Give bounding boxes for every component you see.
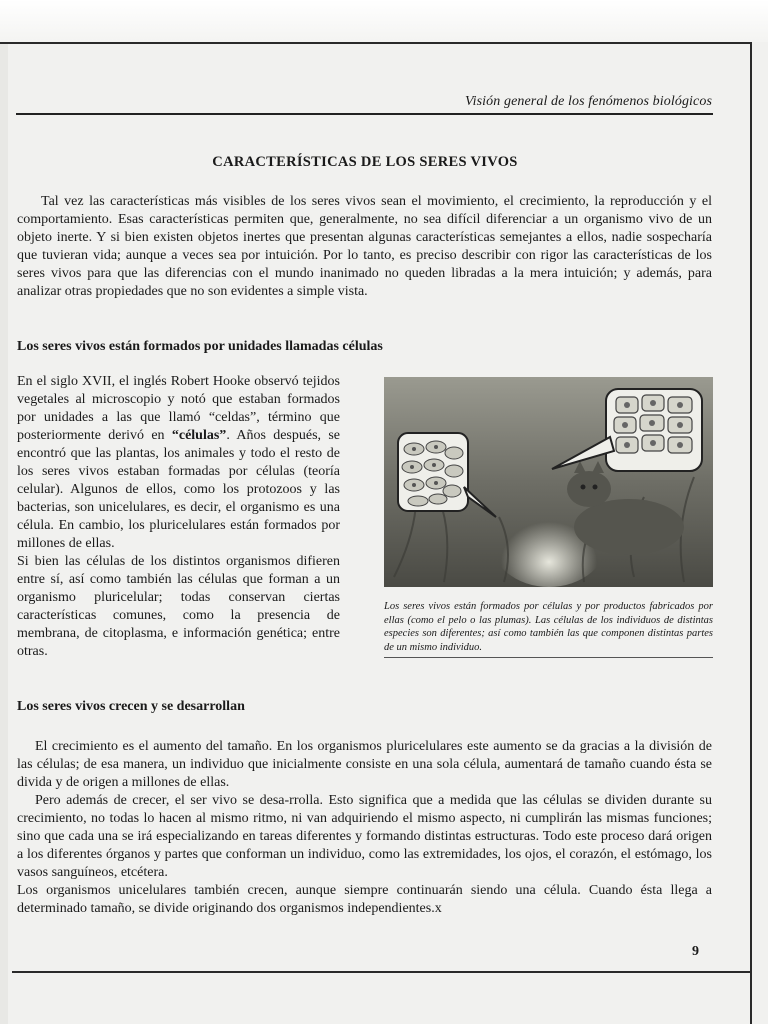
growth-paragraph-1: El crecimiento es el aumento del tamaño. En los organismos pluricelulares este aumento se da gracias a la división de las células; de esa manera, un individuo que inicialmente consiste en una sola célula, aumentará de tamaño cuando ésta se divida y de origen a millones de ellas. xyxy=(17,739,712,790)
section-title: CARACTERÍSTICAS DE LOS SERES VIVOS xyxy=(212,154,518,170)
header-rule xyxy=(16,113,713,115)
figure-caption: Los seres vivos están formados por células y por productos fabricados por ellas (como el pelo o las plumas). Las células de los individuos de distintas especies son diferentes; así como también las que componen distintas partes de un mismo individuo. xyxy=(384,601,713,653)
cells-paragraph-1-start: En el siglo XVII, el inglés Robert Hooke observó tejidos vegetales al microscopio y notó que estaban formados por unidades a las que llamó “celdas”, término que posteriormente derivó en xyxy=(17,374,340,443)
scan-left-margin xyxy=(0,42,8,1024)
page-number: 9 xyxy=(692,944,699,959)
caption-rule xyxy=(384,657,713,658)
page-right-border xyxy=(750,42,752,1024)
figure-illustration xyxy=(384,377,713,587)
cells-heading: Los seres vivos están formados por unidades llamadas células xyxy=(17,339,383,354)
scan-top-margin xyxy=(0,0,768,42)
figure-animal-cells-illustration xyxy=(384,377,713,587)
growth-heading: Los seres vivos crecen y se desarrollan xyxy=(17,699,245,714)
running-head: Visión general de los fenómenos biológicos xyxy=(465,94,712,109)
cells-paragraph-1-end: . Años después, se encontró que las plantas, los animales y todo el resto de los seres vivos estaban formadas por células (teoría celular). Algunos de ellos, como los protozoos y las bacterias, son unicelulares, es decir, el organismo es una célula. En cambio, los pluricelulares están formados por millones de ellas. xyxy=(17,428,340,551)
growth-paragraph-3: Los organismos unicelulares también crecen, aunque siempre continuarán siendo una célula. Cuando ésta llega a determinado tamaño, se divide originando dos organismos independientes.x xyxy=(17,883,712,916)
growth-text xyxy=(17,738,712,918)
growth-paragraph-2: Pero además de crecer, el ser vivo se desa-rrolla. Esto significa que a medida que las células se dividen durante su crecimiento, no todas lo hacen al mismo ritmo, ni van adquiriendo el mismo aspecto, ni cumplirán las mismas funciones; sino que cada una se irá especializando en tareas diferentes y formando distintas estructuras. Todo este proceso dará origen a los diferentes órganos y partes que conforman un individuo, como las extremidades, los ojos, el corazón, el estómago, los vasos sanguíneos, etcétera. xyxy=(17,793,712,880)
cells-paragraph-2: Si bien las células de los distintos organismos difieren entre sí, así como también las células que forman a un organismo pluricelular; todas conservan ciertas características comunes, como la presencia de membrana, de citoplasma, e información genética; entre otras. xyxy=(17,554,340,659)
celulas-term: “células” xyxy=(171,428,227,443)
cells-text-column xyxy=(17,373,340,661)
intro-paragraph: Tal vez las características más visibles de los seres vivos sean el movimiento, el crecimiento, la reproducción y el comportamiento. Esas características permiten que, generalmente, no sea difícil diferenciar a un organismo vivo de un objeto inerte. Y si bien existen objetos inertes que presentan algunas características semejantes a ellos, nadie sospecharía que tuvieran vida; aunque a veces sea por intuición. Por lo tanto, es preciso describir con rigor las características de los seres vivos para que las diferencias con el mundo inanimado no queden libradas a la mera intuición; y además, para analizar otras propiedades que no son evidentes a simple vista. xyxy=(17,194,712,299)
page-top-border xyxy=(0,42,750,44)
page-bottom-border xyxy=(12,971,750,973)
